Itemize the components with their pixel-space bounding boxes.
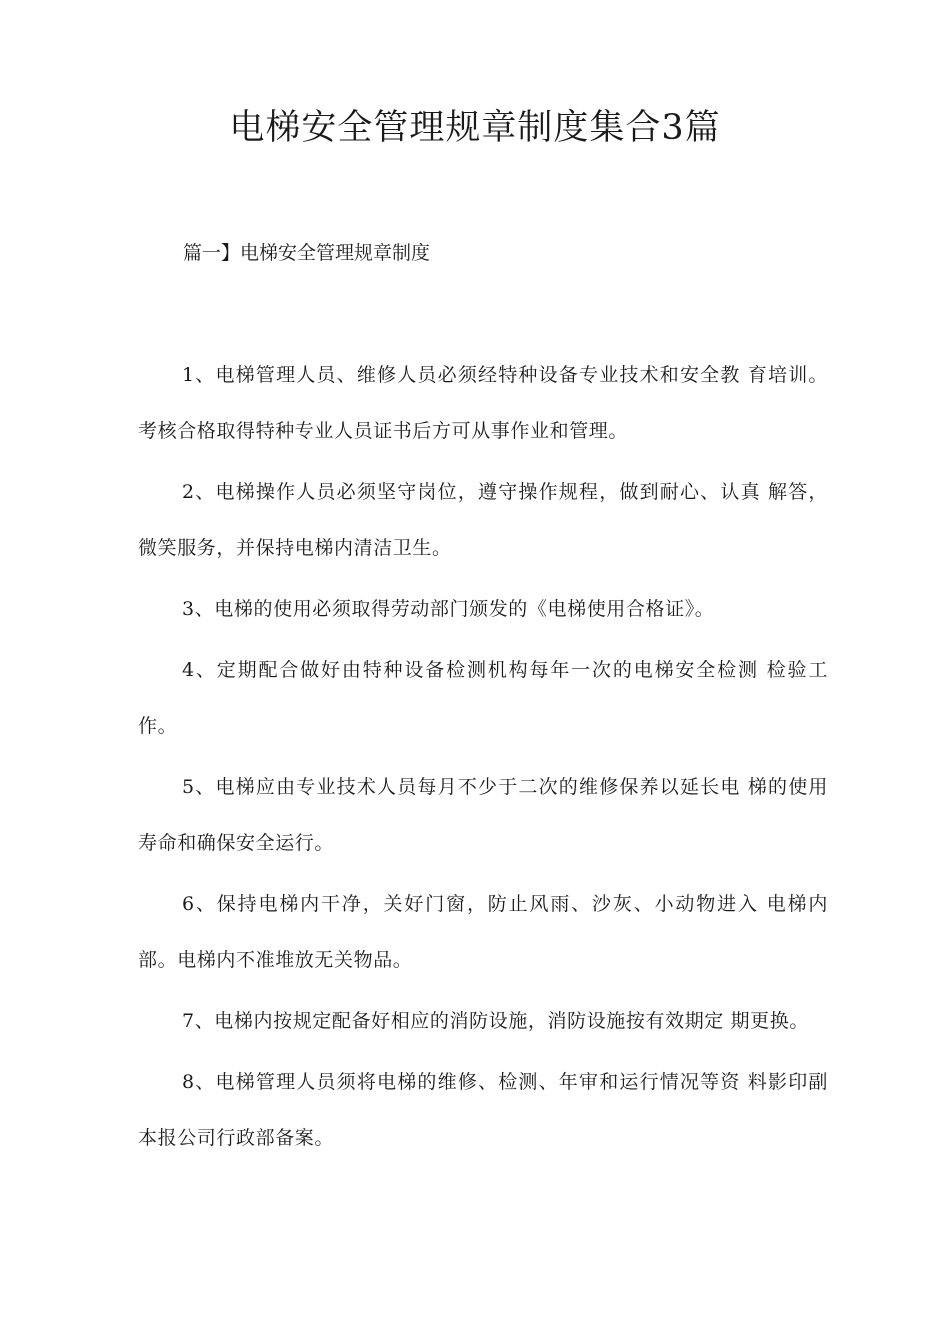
- paragraph-3: 3、电梯的使用必须取得劳动部门颁发的《电梯使用合格证》。: [182, 598, 715, 620]
- section-heading: 篇一】电梯安全管理规章制度: [183, 242, 431, 264]
- paragraph-1: 1、电梯管理人员、维修人员必须经特种设备专业技术和安全教 育培训。考核合格取得特种专业人员证书后方可从事作业和管理。: [138, 364, 828, 442]
- paragraph-8: 8、电梯管理人员须将电梯的维修、检测、年审和运行情况等资 料影印副本报公司行政部备案。: [138, 1071, 828, 1149]
- paragraph-4: 4、定期配合做好由特种设备检测机构每年一次的电梯安全检测 检验工作。: [138, 659, 828, 737]
- document-body: [138, 347, 828, 1171]
- document-title: 电梯安全管理规章制度集合3篇: [229, 108, 721, 148]
- paragraph-5: 5、电梯应由专业技术人员每月不少于二次的维修保养以延长电 梯的使用寿命和确保安全运行。: [138, 776, 828, 854]
- paragraph-6: 6、保持电梯内干净，关好门窗，防止风雨、沙灰、小动物进入 电梯内部。电梯内不准堆放无关物品。: [138, 893, 828, 971]
- paragraph-2: 2、电梯操作人员必须坚守岗位，遵守操作规程，做到耐心、认真 解答，微笑服务，并保持电梯内清洁卫生。: [138, 481, 828, 559]
- paragraph-7: 7、电梯内按规定配备好相应的消防设施，消防设施按有效期定 期更换。: [182, 1010, 809, 1032]
